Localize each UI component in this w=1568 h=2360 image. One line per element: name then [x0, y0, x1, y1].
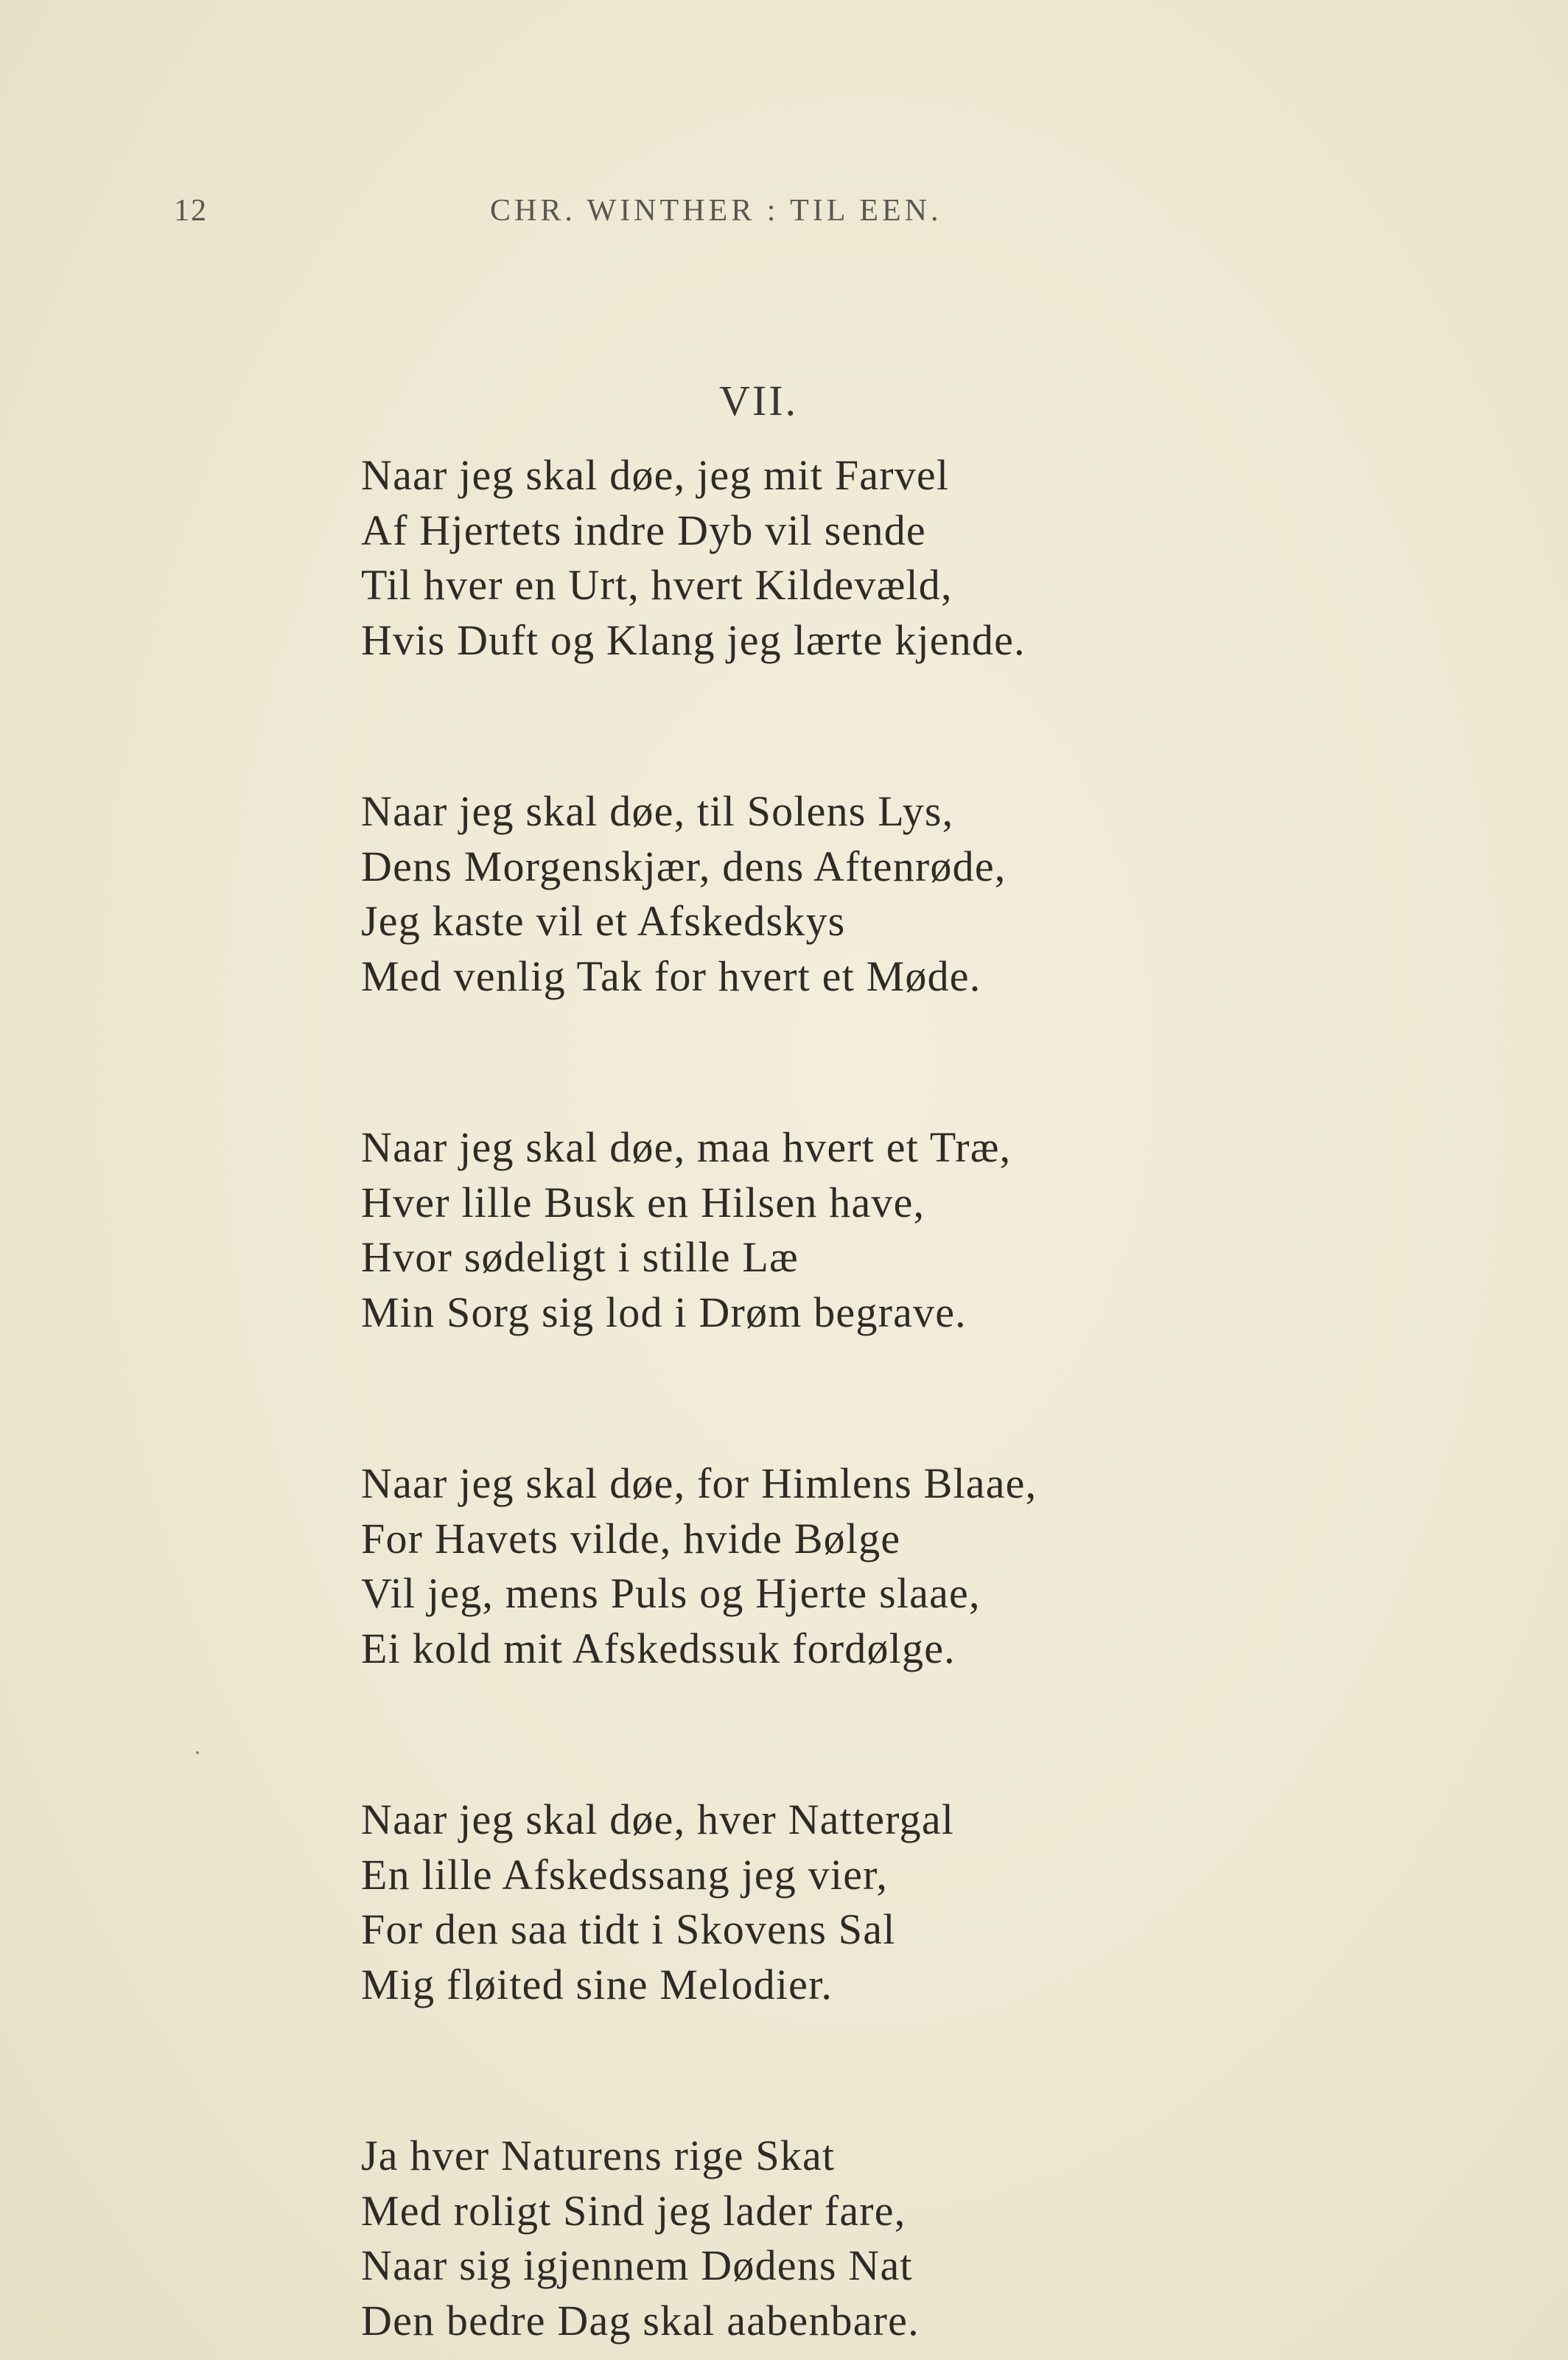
- verse-line: Ei kold mit Afskedssuk fordølge.: [361, 1624, 956, 1672]
- verse-line: Naar jeg skal døe, maa hvert et Træ,: [361, 1123, 1012, 1171]
- verse-line: Dens Morgenskjær, dens Aftenrøde,: [361, 842, 1007, 890]
- stanza-3: [361, 1120, 1245, 1340]
- verse-line: Med roligt Sind jeg lader fare,: [361, 2186, 906, 2235]
- running-title: CHR. WINTHER : TIL EEN.: [490, 194, 942, 228]
- verse-line: Ja hver Naturens rige Skat: [361, 2132, 836, 2179]
- ink-speck: [196, 1751, 199, 1754]
- poem-body: [361, 448, 1245, 2348]
- verse-line: Naar jeg skal døe, jeg mit Farvel: [361, 451, 950, 499]
- stanza-2: [361, 784, 1245, 1004]
- verse-line: Af Hjertets indre Dyb vil sende: [361, 506, 926, 554]
- poem-number: VII.: [719, 377, 799, 425]
- verse-line: Jeg kaste vil et Afskedskys: [361, 897, 846, 945]
- verse-line: Min Sorg sig lod i Drøm begrave.: [361, 1288, 967, 1336]
- stanza-1: [361, 448, 1245, 668]
- verse-line: Hvor sødeligt i stille Læ: [361, 1233, 799, 1281]
- verse-line: For Havets vilde, hvide Bølge: [361, 1514, 901, 1563]
- verse-line: Mig fløited sine Melodier.: [361, 1960, 833, 2008]
- verse-line: Hver lille Busk en Hilsen have,: [361, 1178, 925, 1226]
- verse-line: Vil jeg, mens Puls og Hjerte slaae,: [361, 1569, 981, 1617]
- stanza-6: [361, 2129, 1245, 2348]
- verse-line: Den bedre Dag skal aabenbare.: [361, 2296, 920, 2345]
- page-number: 12: [174, 194, 208, 228]
- verse-line: Med venlig Tak for hvert et Møde.: [361, 952, 981, 1000]
- verse-line: Naar jeg skal døe, hver Nattergal: [361, 1795, 955, 1843]
- verse-line: Naar sig igjennem Dødens Nat: [361, 2241, 913, 2289]
- stanza-5: [361, 1792, 1245, 2012]
- verse-line: For den saa tidt i Skovens Sal: [361, 1905, 896, 1953]
- verse-line: Til hver en Urt, hvert Kildevæld,: [361, 561, 953, 609]
- verse-line: Hvis Duft og Klang jeg lærte kjende.: [361, 615, 1026, 664]
- verse-line: Naar jeg skal døe, til Solens Lys,: [361, 787, 954, 835]
- verse-line: Naar jeg skal døe, for Himlens Blaae,: [361, 1459, 1037, 1507]
- stanza-4: [361, 1456, 1245, 1676]
- verse-line: En lille Afskedssang jeg vier,: [361, 1850, 889, 1899]
